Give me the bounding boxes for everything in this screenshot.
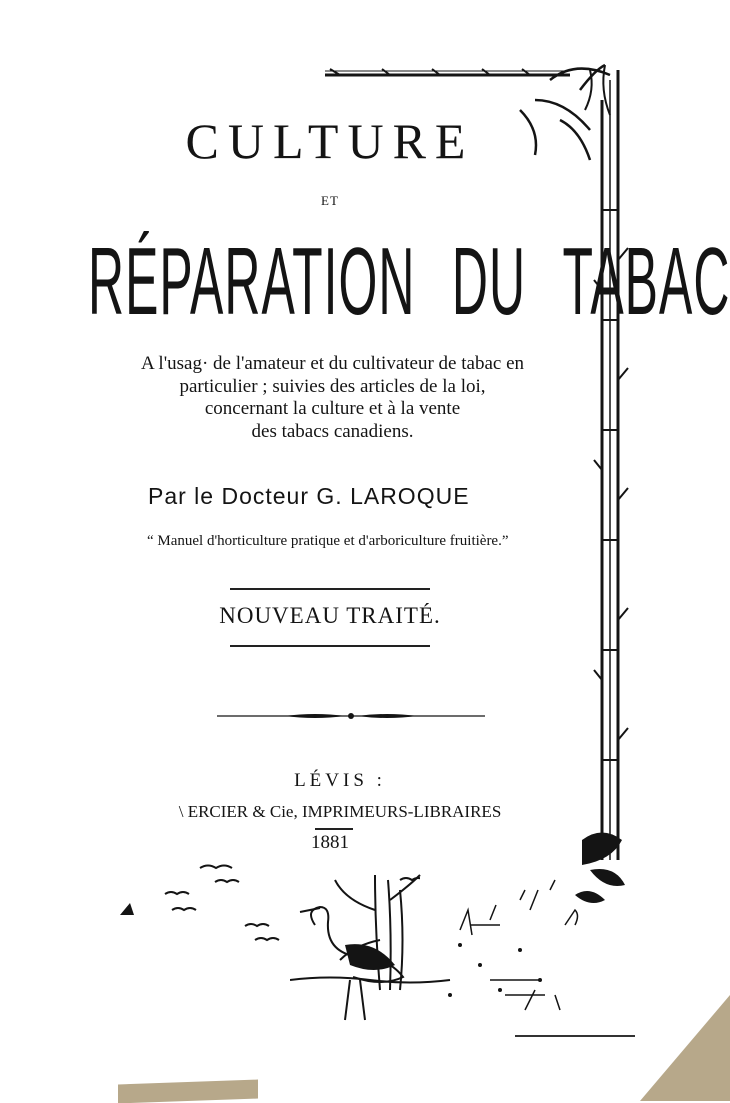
imprint-place: LÉVIS : — [240, 770, 440, 792]
heron-illustration-icon — [290, 870, 620, 1040]
title-word-tabac: TABAC — [563, 232, 730, 332]
title-conjunction: ET — [300, 193, 360, 209]
paper-edge — [118, 1080, 258, 1103]
subtitle-line: des tabacs canadiens. — [85, 421, 580, 444]
imprint-year: 1881 — [300, 832, 360, 854]
title-culture: CULTURE — [110, 112, 550, 170]
author-work: “ Manuel d'horticulture pratique et d'arboriculture fruitière.” — [147, 533, 509, 550]
bamboo-border-icon — [320, 60, 640, 910]
title-word-du: DU — [452, 232, 526, 332]
title-word-reparation: RÉPARATION — [88, 232, 416, 332]
subtitle-line: concernant la culture et à la vente — [85, 398, 580, 421]
author-line: Par le Docteur G. LAROQUE — [148, 483, 470, 510]
edition-label: NOUVEAU TRAITÉ. — [185, 603, 475, 629]
paper-corner — [640, 995, 730, 1101]
subtitle-line: A l'usag· de l'amateur et du cultivateur de tabac en — [85, 353, 580, 376]
imprint-publisher: \ ERCIER & Cie, IMPRIMEURS-LIBRAIRES — [140, 802, 540, 822]
subtitle-line: particulier ; suivies des articles de la loi, — [85, 376, 580, 399]
title-main — [88, 232, 353, 332]
stray-rule — [515, 1035, 635, 1037]
